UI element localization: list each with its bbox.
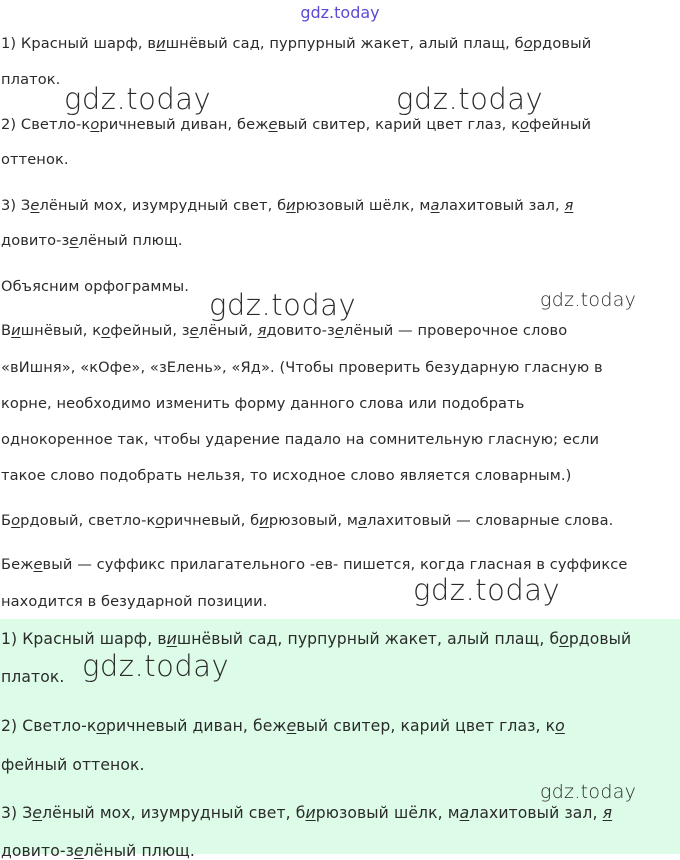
watermark: gdz.today — [540, 781, 637, 803]
watermark: gdz.today — [540, 289, 637, 311]
watermark: gdz.today — [64, 82, 212, 116]
text-line: довито-зелёный плющ. — [1, 232, 183, 249]
answer-line: 1) Красный шарф, вишнёвый сад, пурпурный жакет, алый плащ, бордовый — [1, 630, 632, 648]
text-line: такое слово подобрать нельзя, то исходное слово является словарным.) — [1, 467, 572, 484]
text-line: «вИшня», «кОфе», «зЕлень», «Яд». (Чтобы проверить безударную гласную в — [1, 359, 603, 376]
answer-line: фейный оттенок. — [1, 756, 145, 774]
text-line: Бежевый — суффикс прилагательного -ев- пишется, когда гласная в суффиксе — [1, 556, 628, 573]
text-line: платок. — [1, 71, 61, 88]
answer-line: 2) Светло-коричневый диван, бежевый свитер, карий цвет глаз, ко — [1, 717, 565, 735]
text-line: 1) Красный шарф, вишнёвый сад, пурпурный жакет, алый плащ, бордовый — [1, 35, 592, 52]
text-line: 2) Светло-коричневый диван, бежевый свитер, карий цвет глаз, кофейный — [1, 116, 592, 133]
text-line: Бордовый, светло-коричневый, бирюзовый, малахитовый — словарные слова. — [1, 512, 614, 529]
watermark: gdz.today — [209, 288, 357, 322]
watermark: gdz.today — [413, 573, 561, 607]
text-line: корне, необходимо изменить форму данного слова или подобрать — [1, 395, 525, 412]
answer-line: довито-зелёный плющ. — [1, 842, 195, 860]
site-link[interactable]: gdz.today — [300, 3, 380, 22]
text-line: находится в безударной позиции. — [1, 593, 268, 610]
watermark: gdz.today — [396, 82, 544, 116]
text-line: Вишнёвый, кофейный, зелёный, ядовито-зелёный — проверочное слово — [1, 322, 568, 339]
answer-line: 3) Зелёный мох, изумрудный свет, бирюзовый шёлк, малахитовый зал, я — [1, 804, 613, 822]
text-line: оттенок. — [1, 151, 69, 168]
text-line: 3) Зелёный мох, изумрудный свет, бирюзовый шёлк, малахитовый зал, я — [1, 197, 574, 214]
watermark: gdz.today — [82, 649, 230, 683]
text-line: однокоренное так, чтобы ударение падало на сомнительную гласную; если — [1, 431, 600, 448]
text-line: Объясним орфограммы. — [1, 278, 189, 295]
answer-line: платок. — [1, 668, 65, 686]
